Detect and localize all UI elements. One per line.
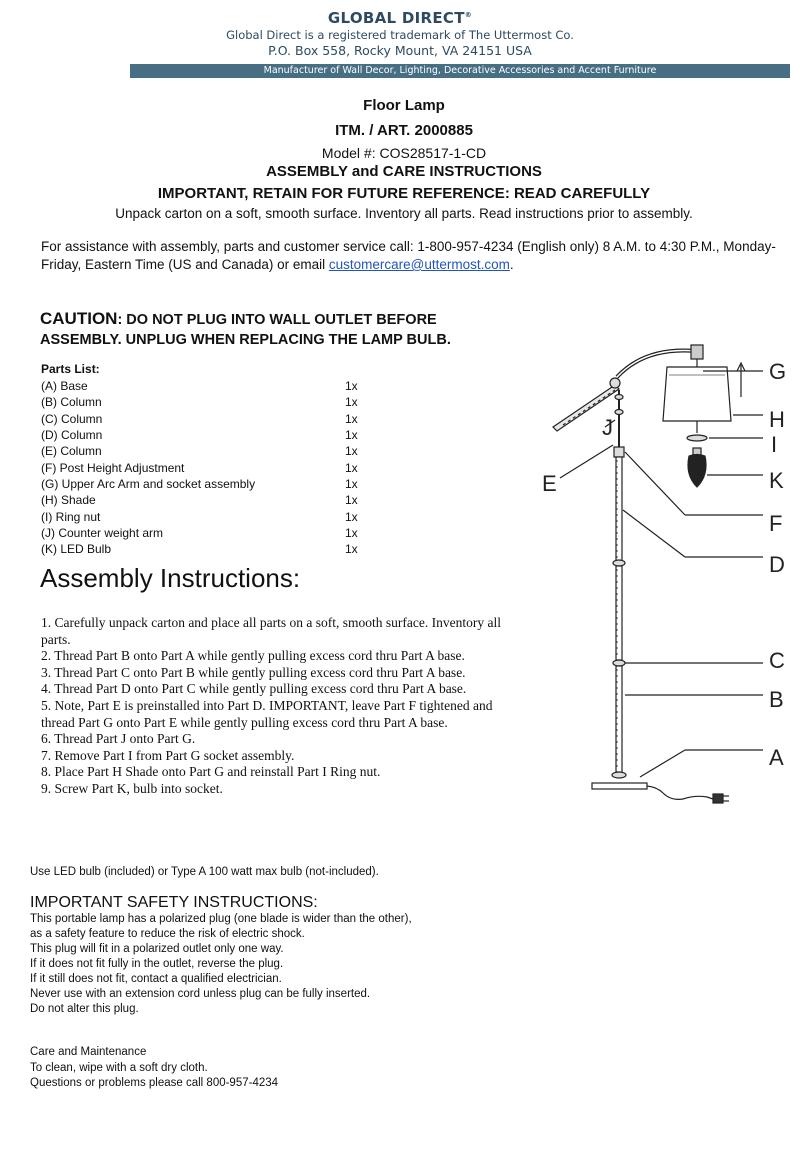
label-b: B	[769, 687, 784, 712]
care-heading: Care and Maintenance	[30, 1046, 147, 1058]
assistance-paragraph: For assistance with assembly, parts and customer service call: 1-800-957-4234 (English only) 8 A.M. to 4:30 P.M., Monday-Friday, Eastern Time (US and Canada) or email customercare@uttermost.com.	[41, 239, 776, 272]
parts-list-heading: Parts List:	[41, 362, 100, 376]
unpack-note: Unpack carton on a soft, smooth surface. Inventory all parts. Read instructions prior to assembly.	[115, 206, 693, 221]
list-item: To clean, wipe with a soft dry cloth.	[30, 1062, 208, 1074]
list-item: 5. Note, Part E is preinstalled into Part D. IMPORTANT, leave Part F tightened and thread Part G onto Part E while gently pulling excess cord thru Part A base.	[41, 697, 493, 730]
list-item: Never use with an extension cord unless plug can be fully inserted.	[30, 988, 371, 1000]
lamp-diagram	[542, 335, 795, 815]
label-g: G	[769, 359, 787, 384]
label-d: D	[769, 552, 785, 577]
list-item: This portable lamp has a polarized plug (one blade is wider than the other),	[30, 913, 412, 925]
label-j: J	[602, 415, 613, 440]
safety-instructions	[30, 912, 510, 1017]
assembly-care-title: ASSEMBLY and CARE INSTRUCTIONS	[266, 163, 542, 180]
model-number: Model #: COS28517-1-CD	[321, 145, 487, 161]
list-item: (J) Counter weight arm 1x	[41, 526, 358, 541]
list-item: (F) Post Height Adjustment 1x	[41, 460, 358, 475]
list-item: Do not alter this plug.	[30, 1003, 139, 1015]
list-item: 3. Thread Part C onto Part B while gently pulling excess cord thru Part A base.	[41, 664, 466, 680]
manufacturer-band: Manufacturer of Wall Decor, Lighting, Decorative Accessories and Accent Furniture	[130, 64, 790, 78]
label-k: K	[769, 468, 784, 493]
address-line: P.O. Box 558, Rocky Mount, VA 24151 USA	[268, 43, 532, 58]
list-item: (A) Base 1x	[41, 379, 358, 393]
safety-heading: IMPORTANT SAFETY INSTRUCTIONS:	[30, 894, 318, 911]
assembly-heading: Assembly Instructions:	[40, 563, 301, 593]
list-item: (K) LED Bulb 1x	[41, 542, 358, 557]
assembly-steps	[41, 615, 521, 798]
list-item: (I) Ring nut 1x	[41, 509, 358, 524]
list-item: Questions or problems please call 800-957-4234	[30, 1077, 279, 1089]
caution-warning: CAUTION: DO NOT PLUG INTO WALL OUTLET BEFORE ASSEMBLY. UNPLUG WHEN REPLACING THE LAMP BULB.	[40, 309, 451, 348]
list-item: 6. Thread Part J onto Part G.	[41, 731, 196, 747]
list-item: (H) Shade 1x	[41, 493, 358, 508]
list-item: This plug will fit in a polarized outlet only one way.	[30, 943, 284, 955]
label-f: F	[769, 511, 783, 536]
list-item: as a safety feature to reduce the risk of electric shock.	[30, 928, 305, 940]
caution-label: CAUTION	[40, 309, 118, 328]
trademark-line: Global Direct is a registered trademark of The Uttermost Co.	[226, 28, 574, 42]
label-a: A	[769, 745, 784, 770]
list-item: 1. Carefully unpack carton and place all parts on a soft, smooth surface. Inventory all parts.	[41, 615, 501, 647]
label-e: E	[542, 471, 557, 496]
label-i: I	[771, 432, 778, 457]
bulb-note: Use LED bulb (included) or Type A 100 watt max bulb (not-included).	[30, 866, 379, 878]
list-item: 2. Thread Part B onto Part A while gently pulling excess cord thru Part A base.	[41, 648, 465, 664]
list-item: (B) Column 1x	[41, 395, 358, 410]
list-item: (C) Column 1x	[41, 411, 358, 426]
label-c: C	[769, 648, 785, 673]
list-item: 7. Remove Part I from Part G socket assembly.	[41, 747, 295, 763]
list-item: 4. Thread Part D onto Part C while gently pulling excess cord thru Part A base.	[41, 681, 467, 697]
important-notice: IMPORTANT, RETAIN FOR FUTURE REFERENCE: READ CAREFULLY	[157, 185, 651, 202]
list-item: (G) Upper Arc Arm and socket assembly 1x	[41, 477, 358, 492]
brand-logo: GLOBAL DIRECT®	[327, 9, 473, 27]
care-instructions	[30, 1061, 430, 1091]
doc-title: Floor Lamp	[363, 97, 445, 114]
list-item: (E) Column 1x	[41, 444, 358, 459]
email-link[interactable]: customercare@uttermost.com	[328, 257, 510, 272]
list-item: (D) Column 1x	[41, 428, 358, 443]
label-h: H	[769, 407, 785, 432]
list-item: If it does not fit fully in the outlet, reverse the plug.	[30, 958, 284, 970]
item-number: ITM. / ART. 2000885	[335, 122, 473, 139]
list-item: 8. Place Part H Shade onto Part G and reinstall Part I Ring nut.	[41, 764, 381, 780]
parts-list	[41, 378, 381, 558]
list-item: 9. Screw Part K, bulb into socket.	[41, 780, 223, 796]
list-item: If it still does not fit, contact a qualified electrician.	[30, 973, 282, 985]
